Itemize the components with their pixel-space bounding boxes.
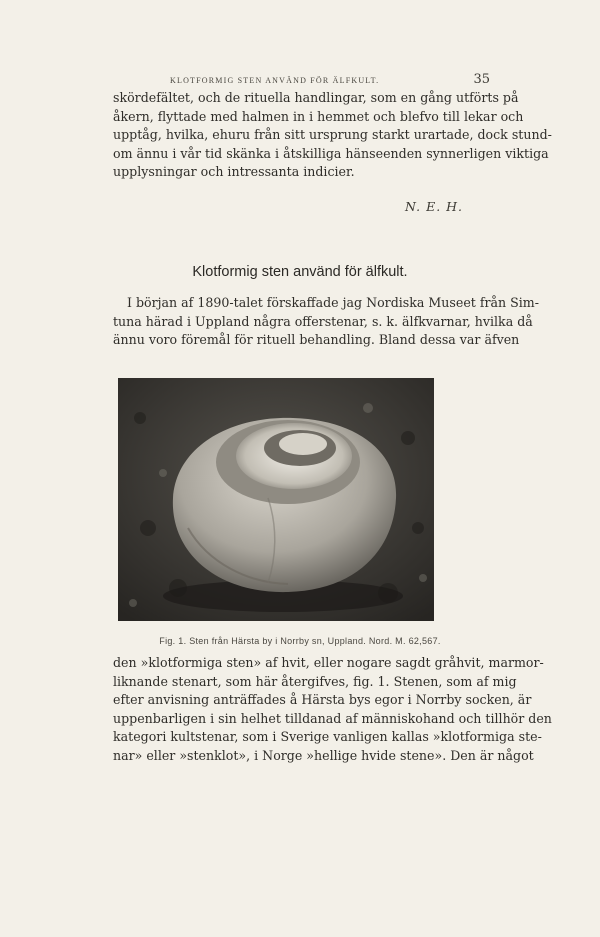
text-line: ännu voro föremål för rituell behandling. Bland dessa var äfven — [113, 332, 520, 348]
text-line: liknande stenart, som här återgifves, fig. 1. Stenen, som af mig — [113, 673, 517, 689]
author-signature: N. E. H. — [405, 199, 464, 214]
paragraph-1 — [113, 294, 539, 350]
text-line: den »klotformiga sten» af hvit, eller nogare sagdt gråhvit, marmor- — [113, 655, 544, 670]
running-head-title: KLOTFORMIG STEN ANVÄND FÖR ÄLFKULT. — [170, 76, 380, 85]
text-line: efter anvisning anträffades å Härsta bys egor i Norrby socken, är — [113, 692, 532, 708]
text-line: kategori kultstenar, som i Sverige vanligen kallas »klotformiga ste- — [113, 729, 542, 745]
intro-paragraph — [113, 89, 552, 182]
section-heading: Klotformig sten använd för älfkult. — [192, 264, 408, 280]
text-line: åkern, flyttade med halmen in i hemmet och blefvo till lekar och — [113, 108, 524, 124]
paragraph-2 — [113, 654, 552, 766]
text-line: nar» eller »stenklot», i Norge »hellige hvide stene». Den är något — [113, 747, 534, 763]
page-number: 35 — [473, 72, 490, 87]
text-line: upptåg, hvilka, ehuru från sitt ursprung starkt urartade, dock stund- — [113, 127, 552, 143]
text-line: uppenbarligen i sin helhet tilldanad af människohand och tillhör den — [113, 710, 552, 726]
stone-photograph — [118, 378, 434, 621]
text-line: tuna härad i Uppland några offerstenar, s. k. älfkvarnar, hvilka då — [113, 313, 533, 329]
text-line: upplysningar och intressanta indicier. — [113, 164, 355, 180]
text-line: om ännu i vår tid skänka i åtskilliga hänseenden synnerligen viktiga — [113, 145, 549, 161]
text-line: skördefältet, och de rituella handlingar, som en gång utförts på — [113, 90, 519, 105]
stone-illustration — [118, 378, 434, 621]
running-head — [140, 74, 490, 88]
text-line: I början af 1890-talet förskaffade jag Nordiska Museet från Sim- — [127, 295, 539, 310]
figure-caption: Fig. 1. Sten från Härsta by i Norrby sn, Uppland. Nord. M. 62,567. — [159, 636, 441, 646]
